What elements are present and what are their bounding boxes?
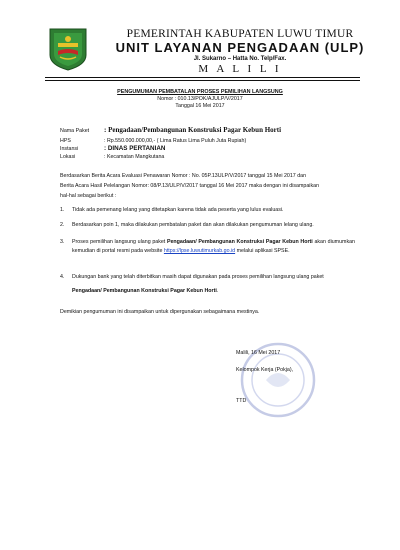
body-paragraph-2: Berita Acara Hasil Pelelangan Nomor: 08/P.13/ULP/V/2017 tanggal 16 Mei 2017 maka dengan ini disampaikan [60, 183, 320, 189]
detail-label-lokasi: Lokasi [60, 154, 76, 160]
document-date: Tanggal 16 Mei 2017 [175, 103, 225, 109]
detail-value-lokasi: : Kecamatan Mangkutana [104, 154, 165, 160]
detail-label-hps: HPS [60, 138, 71, 144]
item-text-4: Dukungan bank yang telah diterbitkan masih dapat digunakan pada proses pemilihan langsung ulang paket [72, 274, 324, 280]
body-paragraph-1: Berdasarkan Berita Acara Evaluasi Penawaran Nomor : No. 05P.13ULP/V/2017 tanggal 15 Mei 2017 dan [60, 173, 307, 179]
item-text-4-package: Pengadaan/ Pembangunan Konstruksi Pagar Kebun Horti. [72, 288, 219, 294]
kop-line2: UNIT LAYANAN PENGADAAN (ULP) [115, 40, 365, 55]
item-text-2: Berdasarkan poin 1, maka dilakukan pembatalan paket dan akan dilakukan pengumuman lelang ulang. [72, 222, 314, 228]
kop-address: Jl. Sukarno – Hatta No. Telp/Fax. [193, 56, 287, 62]
closing-text: Demikian pengumuman ini disampaikan untuk dipergunakan sebagaimana mestinya. [60, 309, 260, 315]
item-text-1: Tidak ada pemenang lelang yang ditetapkan karena tidak ada peserta yang lulus evaluasi. [72, 207, 284, 213]
detail-value-instansi: : DINAS PERTANIAN [104, 145, 166, 152]
signature-place-date: Malili, 16 Mei 2017 [236, 350, 281, 356]
item-number-3: 3. [60, 239, 65, 245]
kop-rule-thick [45, 77, 360, 78]
detail-label-paket: Nama Paket [60, 128, 90, 134]
regency-emblem-icon [48, 27, 88, 71]
detail-value-paket: : Pengadaan/Pembangunan Konstruksi Pagar Kebun Horti [104, 126, 282, 134]
kop-rule-thin [45, 80, 360, 81]
detail-label-instansi: Instansi [60, 146, 79, 152]
detail-value-hps: : Rp.550.000.000,00,- ( Lima Ratus Lima Puluh Juta Rupiah) [104, 138, 247, 144]
lpse-website-link[interactable]: https://lpse.luwutimurkab.go.id [163, 248, 236, 254]
document-number: Nomor : 010.13/POK/AJULP/V/2017 [157, 96, 243, 102]
kop-line1: PEMERINTAH KABUPATEN LUWU TIMUR [126, 28, 354, 40]
signature-ttd: TTD [236, 398, 247, 404]
item-number-1: 1. [60, 207, 65, 213]
item-number-2: 2. [60, 222, 65, 228]
kop-city: M A L I L I [198, 63, 282, 75]
body-paragraph-3: hal-hal sebagai berikut : [60, 193, 117, 199]
item-text-3: Proses pemilihan langsung ulang paket Pengadaan/ Pembangunan Konstruksi Pagar Kebun Horti akan diumumkan kemudian di portal resmi pada website https://lpse.luwutimurkab.go.id melalui aplikasi SPSE. [72, 239, 355, 254]
document-title: PENGUMUMAN PEMBATALAN PROSES PEMILIHAN LANGSUNG [117, 89, 283, 95]
item-number-4: 4. [60, 274, 65, 280]
signature-organization: Kelompok Kerja (Pokja), [236, 367, 294, 373]
